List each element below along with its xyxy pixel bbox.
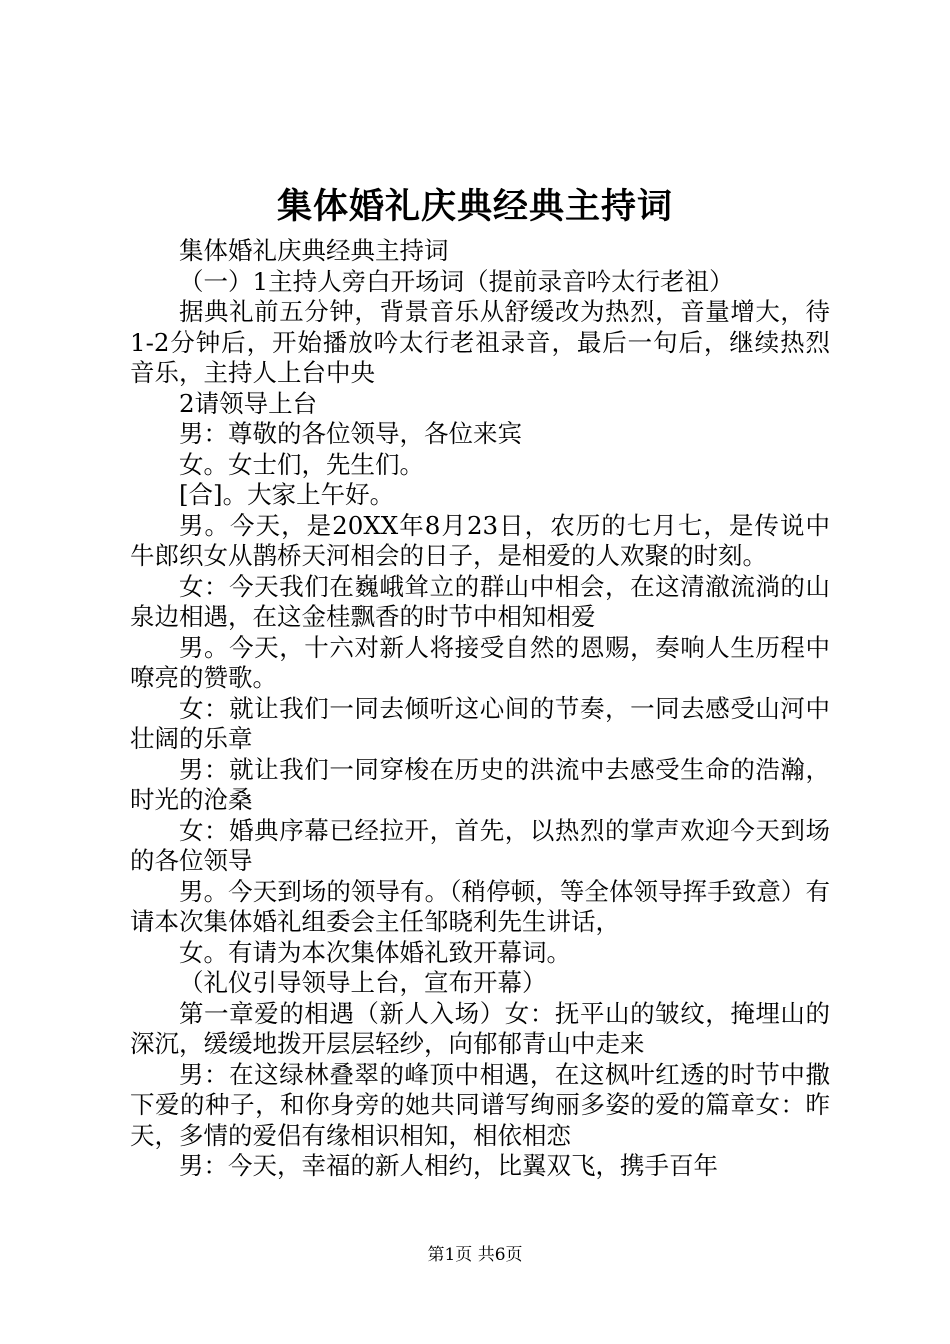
paragraph: 集体婚礼庆典经典主持词 [179, 236, 449, 265]
paragraph: （一）1主持人旁白开场词（提前录音吟太行老祖） [179, 266, 734, 296]
paragraph: 男。今天，是20XX年8月23日，农历的七月七，是传说中牛郎织女从鹊桥天河相会的日子，是相爱的人欢聚的时刻。 [130, 510, 830, 570]
paragraph: 2请领导上台 [179, 388, 318, 418]
paragraph: 据典礼前五分钟，背景音乐从舒缓改为热烈，音量增大，待1-2分钟后，开始播放吟太行老祖录音，最后一句后，继续热烈音乐，主持人上台中央 [130, 297, 830, 387]
paragraph: 女：今天我们在巍峨耸立的群山中相会，在这清澈流淌的山泉边相遇，在这金桂飘香的时节中相知相爱 [130, 571, 830, 631]
paragraph: 男：在这绿林叠翠的峰顶中相遇，在这枫叶红透的时节中撒下爱的种子，和你身旁的她共同谱写绚丽多姿的爱的篇章女：昨天，多情的爱侣有缘相识相知，相依相恋 [130, 1059, 830, 1150]
document-body [130, 236, 830, 1182]
paragraph: 男。今天到场的领导有。（稍停顿，等全体领导挥手致意）有请本次集体婚礼组委会主任邹晓利先生讲话， [130, 876, 830, 936]
paragraph: 女：婚典序幕已经拉开，首先，以热烈的掌声欢迎今天到场的各位领导 [130, 815, 830, 875]
paragraph: （礼仪引导领导上台，宣布开幕） [179, 968, 547, 997]
paragraph: 男：就让我们一同穿梭在历史的洪流中去感受生命的浩瀚，时光的沧桑 [130, 754, 830, 814]
document-title: 集体婚礼庆典经典主持词 [276, 186, 673, 227]
paragraph: 女：就让我们一同去倾听这心间的节奏，一同去感受山河中壮阔的乐章 [130, 693, 830, 753]
paragraph: 男。今天，十六对新人将接受自然的恩赐，奏响人生历程中嘹亮的赞歌。 [130, 632, 830, 692]
paragraph: 男：今天，幸福的新人相约，比翼双飞，携手百年 [179, 1151, 718, 1180]
paragraph: 女。有请为本次集体婚礼致开幕词。 [179, 937, 571, 967]
paragraph: [合]。大家上午好。 [179, 480, 395, 509]
paragraph: 女。女士们，先生们。 [179, 449, 424, 479]
paragraph: 男：尊敬的各位领导，各位来宾 [179, 419, 522, 448]
paragraph: 第一章爱的相遇（新人入场）女：抚平山的皱纹，掩埋山的深沉，缓缓地拨开层层轻纱，向郁郁青山中走来 [130, 998, 830, 1058]
page-number-footer: 第1页 共6页 [427, 1245, 523, 1265]
